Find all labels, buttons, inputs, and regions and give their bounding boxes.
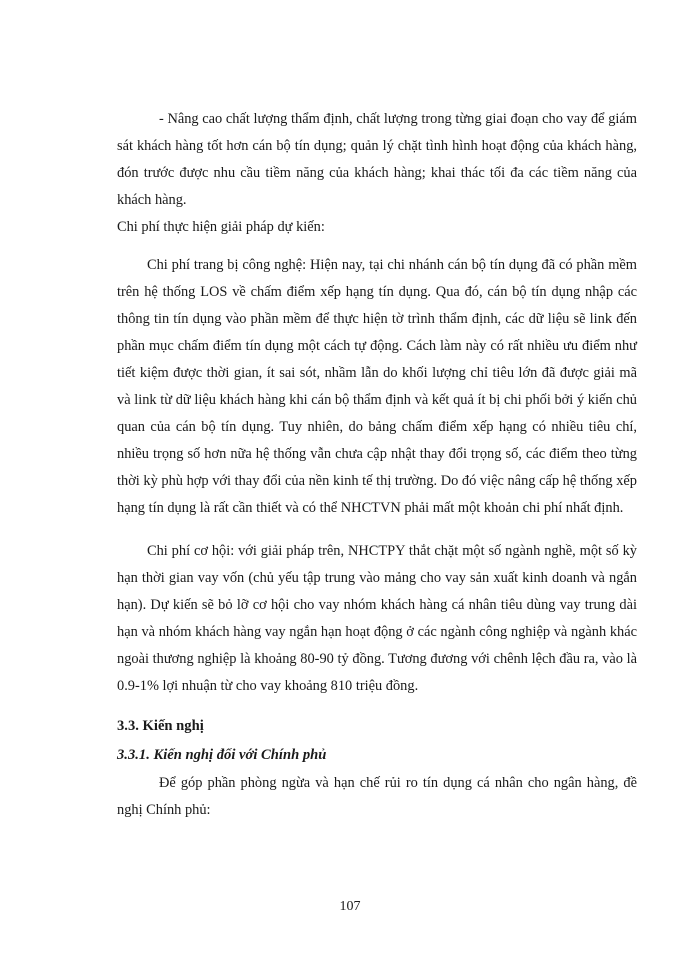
paragraph-appraisal-quality: - Nâng cao chất lượng thẩm định, chất lượng trong từng giai đoạn cho vay để giám sát khách hàng tốt hơn cán bộ tín dụng; quản lý chặt tình hình hoạt động của khách hàng, đón trước được nhu cầu tiềm năng của khách hàng; khai thác tối đa các tiềm năng của khách hàng. (117, 111, 637, 208)
page-number: 107 (339, 899, 361, 914)
paragraph-opportunity-cost: Chi phí cơ hội: với giải pháp trên, NHCTPY thắt chặt một số ngành nghề, một số kỳ hạn thời gian vay vốn (chủ yếu tập trung vào mảng cho vay sản xuất kinh doanh và ngắn hạn). Dự kiến sẽ bỏ lỡ cơ hội cho vay nhóm khách hàng cá nhân tiêu dùng vay trung dài hạn và nhóm khách hàng vay ngắn hạn hoạt động ở các ngành công nghiệp và ngành khác ngoài thương nghiệp là khoảng 80-90 tỷ đồng. Tương đương với chênh lệch đầu ra, vào là 0.9-1% lợi nhuận từ cho vay khoảng 810 triệu đồng. (117, 543, 637, 694)
section-heading: 3.3. Kiến nghị (117, 718, 204, 734)
subsection-heading: 3.3.1. Kiến nghị đối với Chính phủ (117, 747, 327, 763)
paragraph-cost-intro: Chi phí thực hiện giải pháp dự kiến: (117, 219, 325, 235)
paragraph-recommendation-intro: Để góp phần phòng ngừa và hạn chế rủi ro tín dụng cá nhân cho ngân hàng, đề nghị Chính phủ: (117, 775, 637, 818)
paragraph-technology-cost: Chi phí trang bị công nghệ: Hiện nay, tại chi nhánh cán bộ tín dụng đã có phần mềm trên hệ thống LOS về chấm điểm xếp hạng tín dụng. Qua đó, cán bộ tín dụng nhập các thông tin tín dụng vào phần mềm để thực hiện tờ trình thẩm định, các dữ liệu sẽ link đến phần mục chấm điểm tín dụng một cách tự động. Cách làm này có rất nhiều ưu điểm như tiết kiệm được thời gian, ít sai sót, nhầm lẫn do khối lượng chỉ tiêu lớn đã được giải mã và link từ dữ liệu khách hàng khi cán bộ thẩm định và kết quả ít bị chi phối bởi ý kiến chủ quan của cán bộ tín dụng. Tuy nhiên, do bảng chấm điểm xếp hạng có nhiều tiêu chí, nhiều trọng số hơn nữa hệ thống vẫn chưa cập nhật thay đổi trọng số, các điểm theo từng thời kỳ phù hợp với thay đổi của nền kinh tế thị trường. Do đó việc nâng cấp hệ thống xếp hạng tín dụng là rất cần thiết và có thể NHCTVN phải mất một khoản chi phí nhất định. (117, 257, 637, 516)
